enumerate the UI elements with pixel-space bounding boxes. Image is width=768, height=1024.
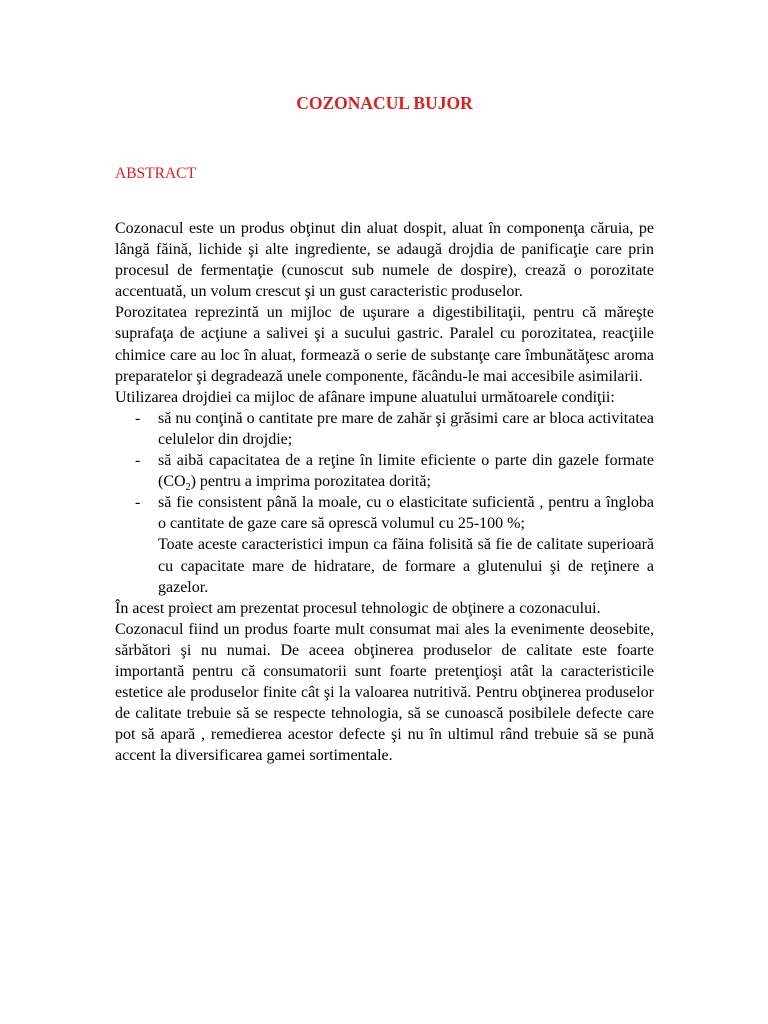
document-body — [115, 218, 654, 766]
paragraph-porosity: Porozitatea reprezintă un mijloc de uşurare a digestibilitaţii, pentru că măreşte suprafaţa de acţiune a salivei şi a sucului gastric. Paralel cu porozitatea, reacţiile chimice care au loc în aluat, formează o serie de substanţe care îmbunătăţesc aroma preparatelor şi degradează unele componente, făcându-le mai accesibile asimilarii. — [115, 304, 654, 385]
list-item — [115, 408, 654, 450]
paragraph-project: În acest proiect am prezentat procesul tehnologic de obţinere a cozonacului. — [115, 599, 601, 617]
paragraph-conclusion: Cozonacul fiind un produs foarte mult consumat mai ales la evenimente deosebite, sărbători şi nu numai. De aceea obţinerea produselor de calitate este foarte importantă pentru că consumatorii sunt foarte pretenţioşi atât la caracteristicile estetice ale produselor finite cât şi la valoarea nutritivă. Pentru obţinerea produselor de calitate trebuie să se respecte tehnologia, să se cunoască posibilele defecte care pot să apară , remedierea acestor defecte şi nu în ultimul rând trebuie să se pună accent la diversificarea gamei sortimentale. — [115, 620, 654, 765]
list-dash: - — [135, 409, 141, 427]
condition-text-after: ) pentru a imprima porozitatea dorită; — [190, 473, 431, 491]
co2-subscript: 2 — [185, 482, 191, 494]
paragraph-yeast-conditions: Utilizarea drojdiei ca mijloc de afânare impune aluatului următoarele condiţii: — [115, 388, 615, 406]
conditions-list — [115, 408, 654, 535]
paragraph-flour-quality: Toate aceste caracteristici impun ca făina folisită să fie de calitate superioară cu capacitate mare de hidratare, de formare a glutenului şi de reţinere a gazelor. — [158, 536, 654, 596]
list-dash: - — [135, 494, 141, 512]
condition-text: să fie consistent până la moale, cu o elasticitate suficientă , pentru a îngloba o cantitate de gaze care să oprescă volumul cu 25-100 %; — [158, 494, 654, 533]
document-title: COZONACUL BUJOR — [296, 93, 473, 113]
condition-text: să nu conţină o cantitate pre mare de zahăr şi grăsimi care ar bloca activitatea celulelor din drojdie; — [158, 409, 654, 448]
condition-text-before: să aibă capacitatea de a reţine în limite eficiente o parte din gazele formate (CO — [158, 452, 654, 491]
list-dash: - — [135, 452, 141, 470]
list-item — [115, 492, 654, 534]
list-item — [115, 450, 654, 492]
abstract-heading: ABSTRACT — [115, 165, 196, 182]
paragraph-intro: Cozonacul este un produs obţinut din aluat dospit, aluat în componenţa căruia, pe lângă făină, lichide şi alte ingrediente, se adaugă drojdia de panificaţie care prin procesul de fermentaţie (cunoscut sub numele de dospire), crează o porozitate accentuată, un volum crescut şi un gust caracteristic produselor. — [115, 220, 654, 301]
